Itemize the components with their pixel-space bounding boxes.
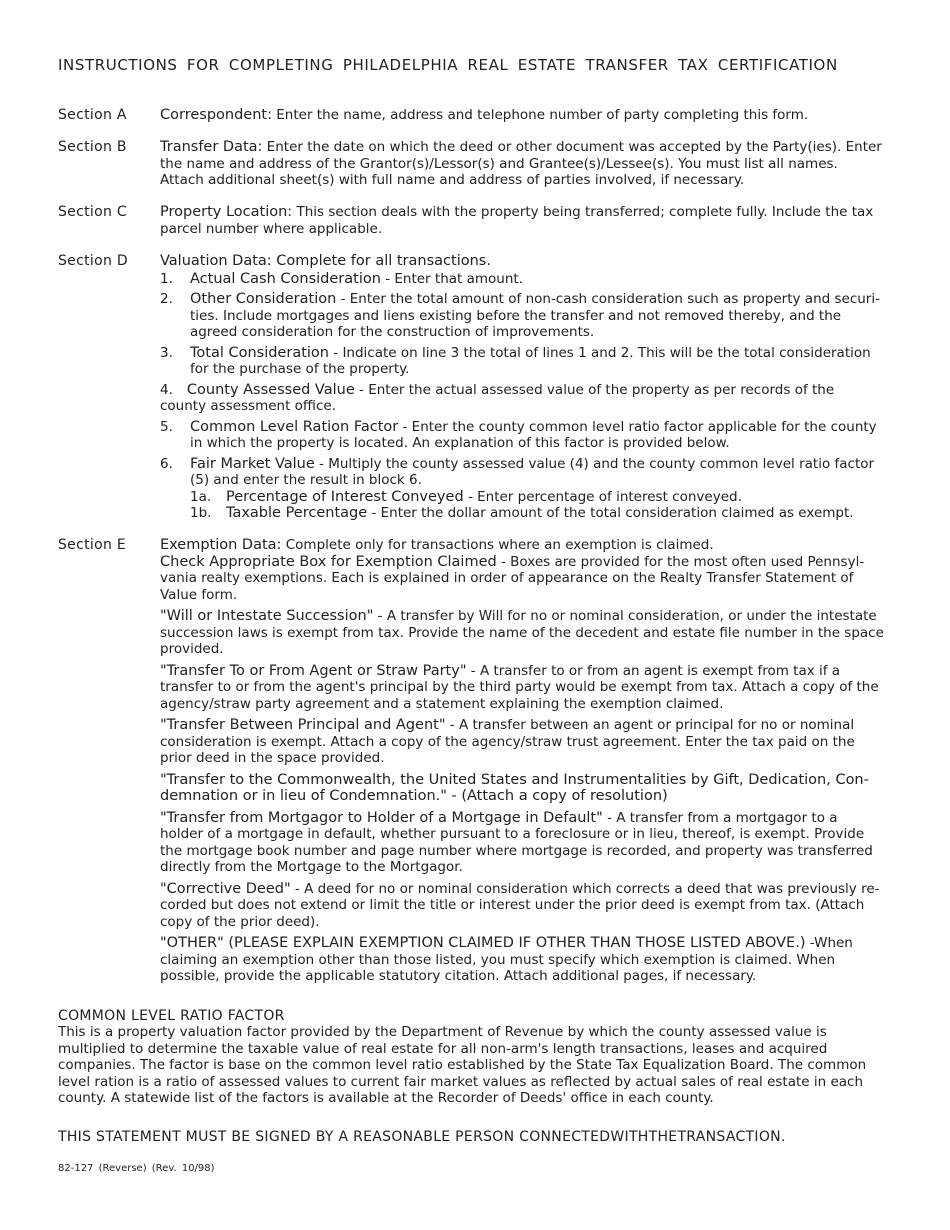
- item-heading: Fair Market Value: [190, 455, 315, 472]
- valuation-subitem-1b: [160, 505, 884, 522]
- form-number: 82-127 (Reverse) (Rev. 10/98): [58, 1163, 215, 1174]
- item-heading: Common Level Ration Factor: [190, 418, 399, 435]
- section-a-label: Section A: [58, 107, 127, 123]
- section-c-body: [160, 204, 884, 242]
- section-b-body: [160, 139, 884, 194]
- exemption-text: - A transfer between an agent or principal for no or nominal consideration is exempt. Attach a copy of the agency/straw trust agreement. Enter the tax paid on the prior deed in the space provided.: [160, 717, 855, 766]
- signed-statement: THIS STATEMENT MUST BE SIGNED BY A REASONABLE PERSON CONNECTEDWITHTHETRANSACTION.: [58, 1129, 786, 1145]
- section-e-body: [160, 537, 884, 990]
- section-b-heading: Transfer Data:: [160, 139, 263, 155]
- valuation-item-6: [160, 456, 884, 489]
- section-e-text: Complete only for transactions where an exemption is claimed.: [281, 537, 714, 553]
- exemption-heading: "Transfer To or From Agent or Straw Party": [160, 662, 467, 679]
- exemption-text: - A transfer to or from an agent is exempt from tax if a transfer to or from the agent's principal by the third party would be exempt from tax. Attach a copy of the agency/straw party agreement and a statement explaining the exemption claimed.: [160, 662, 879, 712]
- section-d-body: [160, 253, 884, 522]
- exemption-paragraph: [160, 772, 884, 805]
- section-a-body: [160, 107, 884, 129]
- item-heading: Actual Cash Consideration: [190, 270, 381, 287]
- check-box-heading: Check Appropriate Box for Exemption Claimed: [160, 553, 497, 570]
- section-e-heading: Exemption Data:: [160, 537, 282, 553]
- exemption-paragraph: [160, 663, 884, 713]
- exemption-paragraph: [160, 810, 884, 876]
- exemption-text: - A transfer by Will for no or nominal consideration, or under the intestate succession laws is exempt from tax. Provide the name of the decedent and estate file number in the space provided.: [160, 608, 884, 657]
- section-b-label: Section B: [58, 139, 127, 155]
- item-heading: Percentage of Interest Conveyed: [226, 488, 464, 505]
- item-text: - Multiply the county assessed value (4) and the county common level ratio factor (5) and enter the result in block 6.: [190, 455, 875, 488]
- item-heading: County Assessed Value: [186, 381, 355, 398]
- section-c-text: This section deals with the property being transferred; complete fully. Include the tax parcel number where applicable.: [160, 204, 874, 237]
- page-title: INSTRUCTIONS FOR COMPLETING PHILADELPHIA REAL ESTATE TRANSFER TAX CERTIFICATION: [58, 56, 838, 74]
- section-c-heading: Property Location:: [160, 204, 293, 220]
- section-b-text: Enter the date on which the deed or other document was accepted by the Party(ies). Enter the name and address of the Grantor(s)/Lessor(s) and Grantee(s)/Lessee(s). You must list all names. Attach additional sheet(s) with full name and address of parties involved, if necessary.: [160, 139, 882, 188]
- item-heading: Total Consideration: [190, 344, 329, 361]
- item-text: - Enter the dollar amount of the total consideration claimed as exempt.: [367, 505, 854, 521]
- valuation-item-5: [160, 419, 884, 452]
- exemption-heading: "Corrective Deed": [160, 880, 291, 897]
- valuation-subitem-1a: [160, 489, 884, 506]
- item-number: 1.: [160, 270, 173, 287]
- common-level-ratio-text: This is a property valuation factor provided by the Department of Revenue by which the county assessed value is multiplied to determine the taxable value of real estate for all non-arm's length transactions, leases and acquired companies. The factor is base on the common level ratio established by the State Tax Equalization Board. The common level ration is a ratio of assessed values to current fair market values as reflected by actual sales of real estate in each county. A statewide list of the factors is available at the Recorder of Deeds' office in each county.: [58, 1024, 867, 1106]
- valuation-item-4: [160, 382, 884, 415]
- exemption-paragraph: [160, 717, 884, 767]
- exemption-text: - A deed for no or nominal consideration which corrects a deed that was previously recorded but does not extend or limit the title or interest under the prior deed is exempt from tax. (Attach copy of the prior deed).: [160, 880, 880, 930]
- exemption-heading: "Will or Intestate Succession": [160, 608, 374, 624]
- exemption-heading: "Transfer from Mortgagor to Holder of a Mortgage in Default": [160, 809, 603, 826]
- exemption-text: -When claiming an exemption other than those listed, you must specify which exemption is claimed. When possible, provide the applicable statutory citation. Attach additional pages, if necessary.: [160, 935, 853, 984]
- exemption-heading: "OTHER" (PLEASE EXPLAIN EXEMPTION CLAIMED IF OTHER THAN THOSE LISTED ABOVE.): [160, 935, 806, 951]
- section-d-label: Section D: [58, 253, 128, 269]
- item-text: - Enter percentage of interest conveyed.: [463, 488, 742, 505]
- item-text: - Enter that amount.: [380, 270, 523, 287]
- item-number: 3.: [160, 344, 173, 361]
- section-d-heading: Valuation Data: Complete for all transactions.: [160, 253, 491, 269]
- section-c-label: Section C: [58, 204, 127, 220]
- exemption-paragraph: [160, 608, 884, 658]
- check-box-text: - Boxes are provided for the most often used Pennsylvania realty exemptions. Each is explained in order of appearance on the Realty Transfer Statement of Value form.: [160, 553, 865, 603]
- item-heading: Taxable Percentage: [226, 505, 368, 521]
- item-text: - Indicate on line 3 the total of lines 1 and 2. This will be the total consideration for the purchase of the property.: [190, 344, 871, 377]
- item-number: 1a.: [190, 488, 212, 505]
- section-e-label: Section E: [58, 537, 127, 553]
- common-level-ratio-title: COMMON LEVEL RATIO FACTOR: [58, 1008, 285, 1024]
- item-number: 2.: [160, 291, 173, 307]
- valuation-item-1: [160, 271, 884, 288]
- item-heading: Other Consideration: [190, 291, 337, 307]
- item-number: 6.: [160, 455, 173, 472]
- item-text: - Enter the actual assessed value of the property as per records of the county assessment office.: [160, 381, 835, 414]
- exemption-paragraph: [160, 935, 884, 985]
- valuation-item-3: [160, 345, 884, 378]
- item-number: 1b.: [190, 505, 212, 521]
- item-text: - Enter the county common level ratio factor applicable for the county in which the property is located. An explanation of this factor is provided below.: [190, 418, 877, 451]
- exemption-heading: "Transfer to the Commonwealth, the United States and Instrumentalities by Gift, Dedication, Condemnation or in lieu of Condemnation." - (Attach a copy of resolution): [160, 771, 869, 804]
- item-number: 5.: [160, 418, 173, 435]
- exemption-text: - A transfer from a mortgagor to a holder of a mortgage in default, whether pursuant to a foreclosure or in lieu, thereof, is exempt. Provide the mortgage book number and page number where mortgage is recorded, and property was transferred directly from the Mortgage to the Mortgagor.: [160, 809, 873, 875]
- exemption-heading: "Transfer Between Principal and Agent": [160, 717, 446, 733]
- exemption-paragraph: [160, 881, 884, 931]
- item-text: - Enter the total amount of non-cash consideration such as property and securities. Include mortgages and liens existing before the transfer and not removed thereby, and the agreed consideration for the construction of improvements.: [190, 291, 880, 340]
- item-number: 4.: [160, 381, 173, 398]
- valuation-item-2: [160, 291, 884, 341]
- section-a-heading: Correspondent:: [160, 107, 272, 123]
- section-a-text: Enter the name, address and telephone number of party completing this form.: [271, 107, 809, 123]
